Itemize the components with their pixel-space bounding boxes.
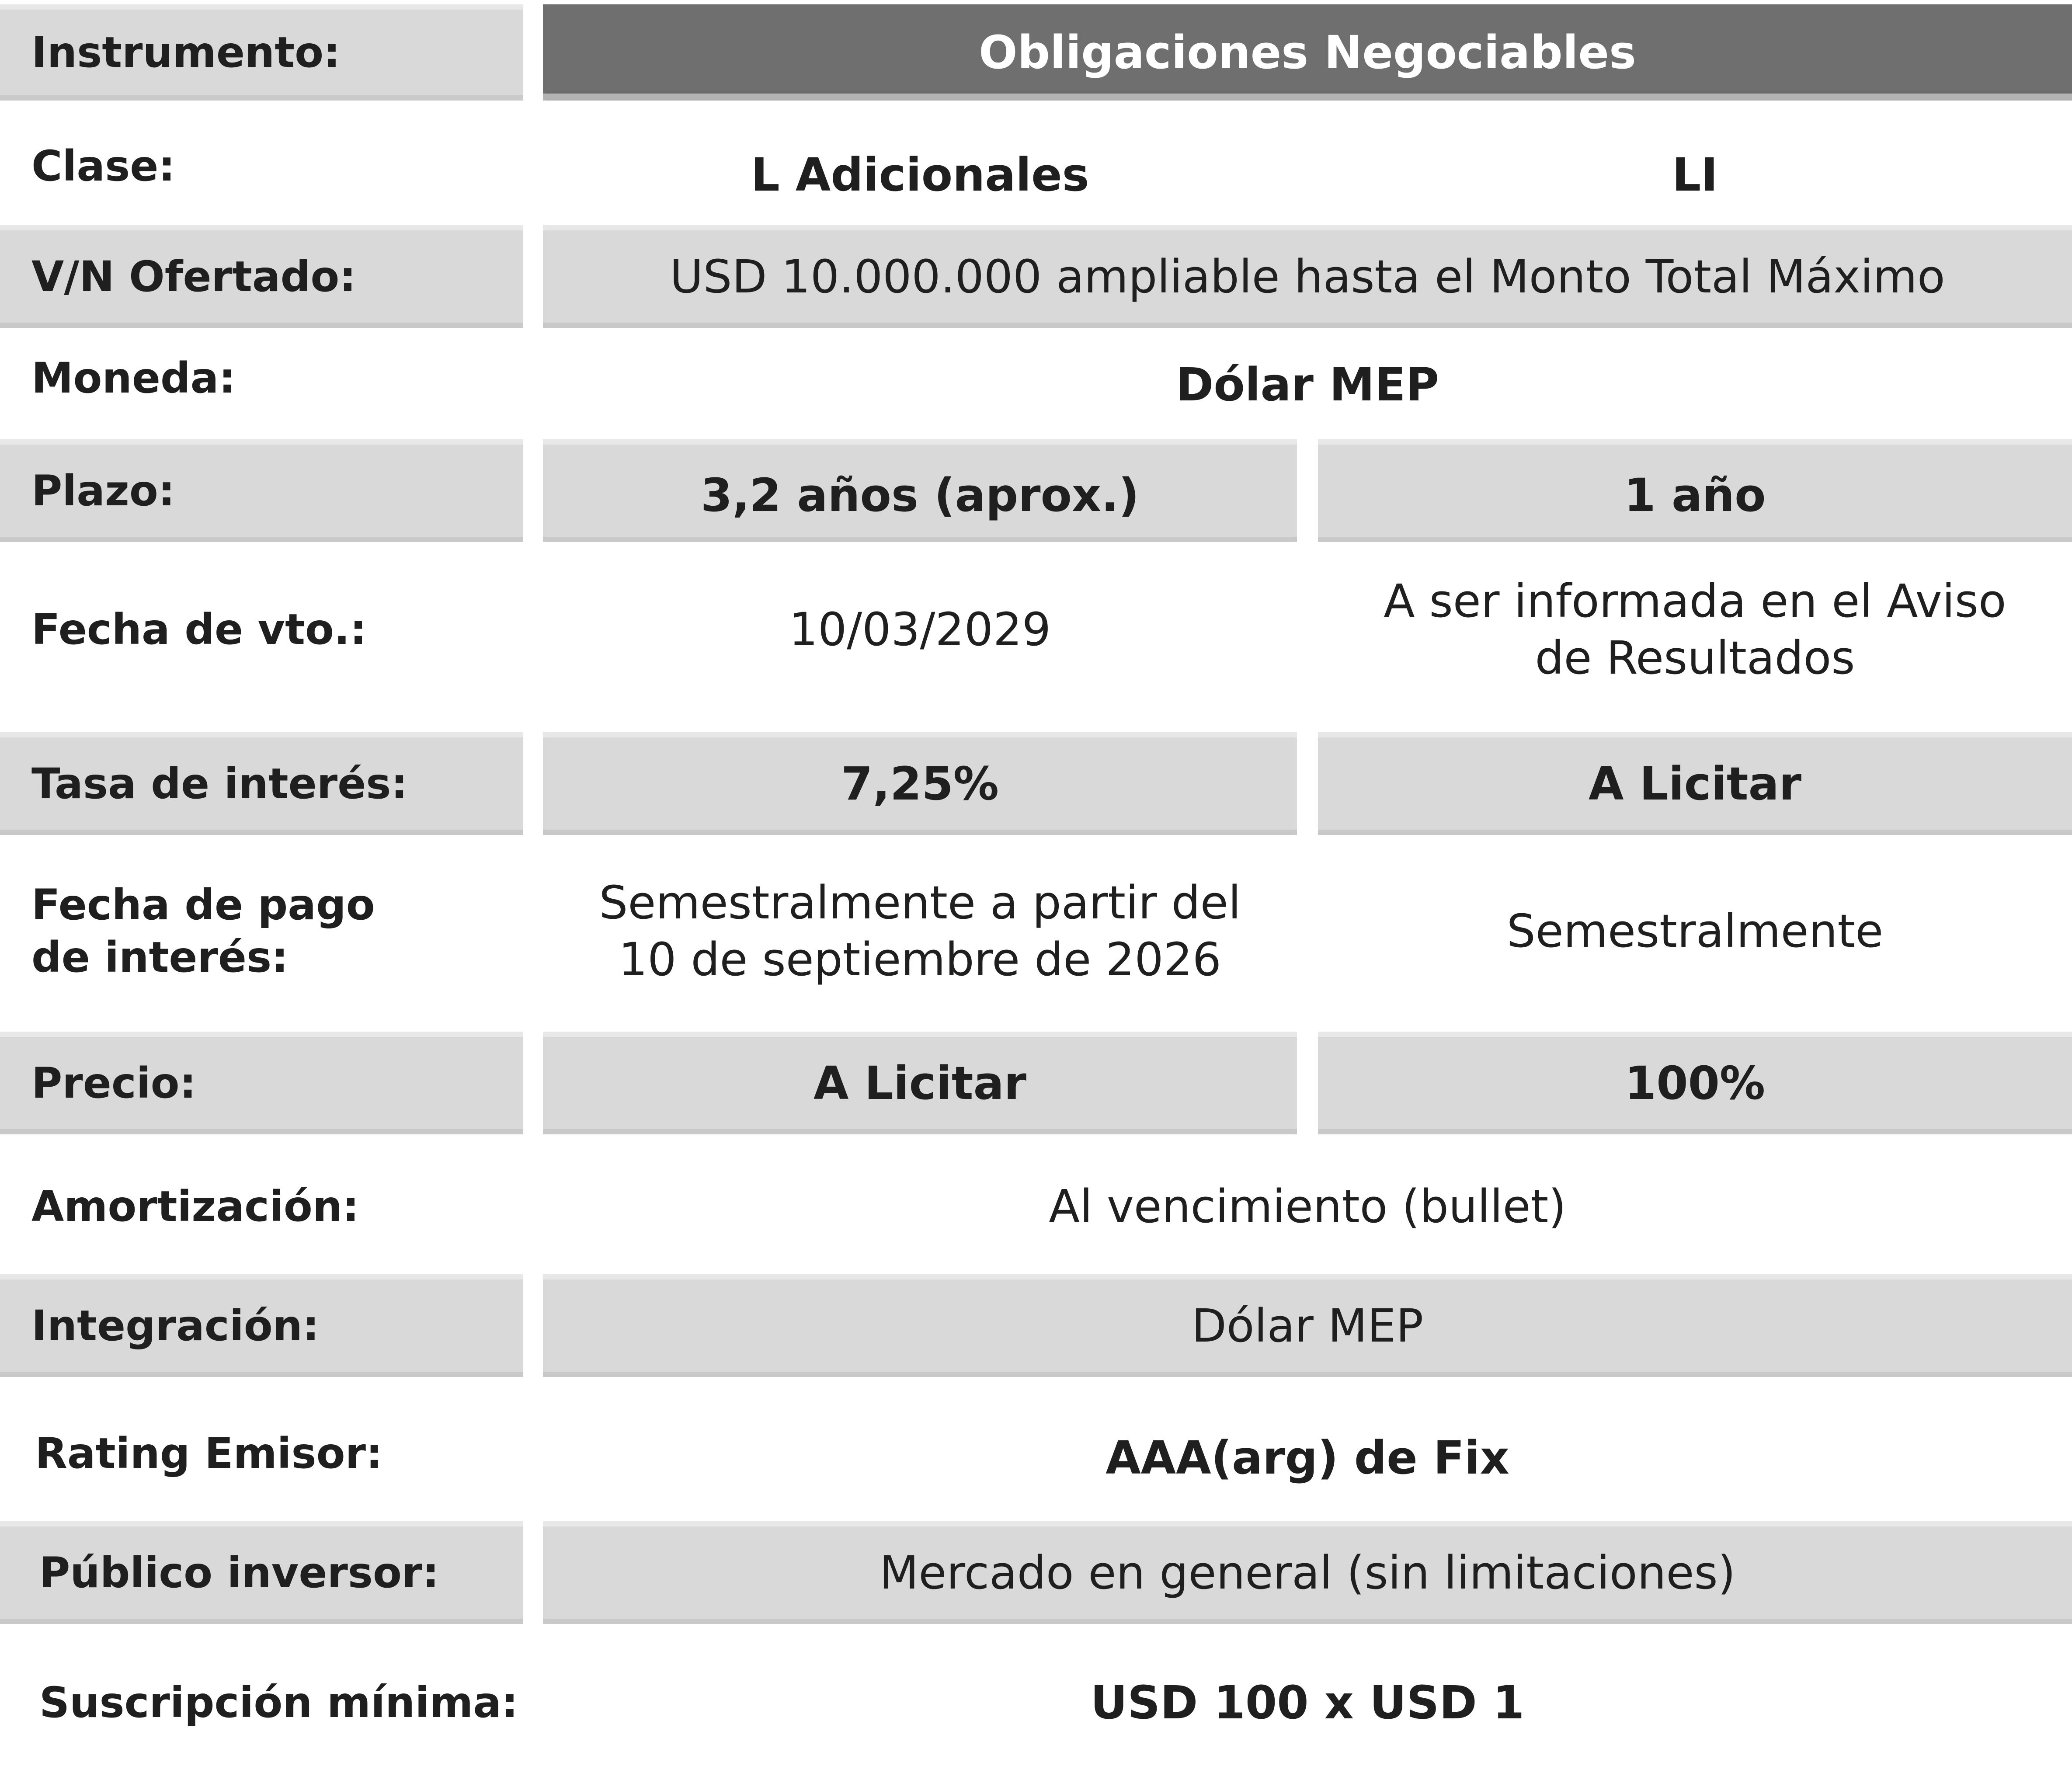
label-vn-ofertado: V/N Ofertado:: [0, 225, 523, 328]
moneda-value: Dólar MEP: [1176, 358, 1439, 411]
label-fecha-pago: Fecha de pago de interés:: [31, 880, 375, 982]
clase-col1: L Adicionales: [751, 148, 1089, 202]
fecha-vto-col1: 10/03/2029: [789, 603, 1051, 656]
label-tasa-interes: Tasa de interés:: [0, 732, 523, 835]
label-clase: Clase:: [31, 142, 175, 191]
label-amortizacion: Amortización:: [31, 1182, 359, 1231]
label-plazo: Plazo:: [0, 439, 523, 542]
label-precio: Precio:: [0, 1032, 523, 1134]
label-publico-inversor: Público inversor:: [0, 1521, 523, 1624]
plazo-col1: 3,2 años (aprox.): [543, 439, 1297, 542]
rating-value: AAA(arg) de Fix: [1106, 1431, 1509, 1484]
fecha-pago-col2: Semestralmente: [1506, 904, 1884, 958]
precio-col1: A Licitar: [543, 1032, 1297, 1134]
label-fecha-vto: Fecha de vto.:: [31, 605, 367, 654]
tasa-col2: A Licitar: [1318, 732, 2072, 835]
integracion-value: Dólar MEP: [543, 1274, 2072, 1377]
label-instrumento: Instrumento:: [0, 4, 523, 101]
suscripcion-value: USD 100 x USD 1: [1090, 1676, 1525, 1729]
label-moneda: Moneda:: [31, 354, 236, 403]
publico-value: Mercado en general (sin limitaciones): [543, 1521, 2072, 1624]
fecha-pago-col1: Semestralmente a partir del 10 de septiembre de 2026: [599, 876, 1241, 986]
fecha-vto-col2: A ser informada en el Aviso de Resultados: [1384, 574, 2006, 685]
plazo-col2: 1 año: [1318, 439, 2072, 542]
header-instrumento: Obligaciones Negociables: [543, 4, 2072, 101]
precio-col2: 100%: [1318, 1032, 2072, 1134]
label-integracion: Integración:: [0, 1274, 523, 1377]
tasa-col1: 7,25%: [543, 732, 1297, 835]
label-suscripcion-minima: Suscripción mínima:: [39, 1678, 518, 1727]
amortizacion-value: Al vencimiento (bullet): [1049, 1180, 1566, 1233]
vn-ofertado-value: USD 10.000.000 ampliable hasta el Monto Total Máximo: [543, 225, 2072, 328]
label-rating-emisor: Rating Emisor:: [35, 1429, 383, 1478]
clase-col2: LI: [1672, 148, 1718, 202]
